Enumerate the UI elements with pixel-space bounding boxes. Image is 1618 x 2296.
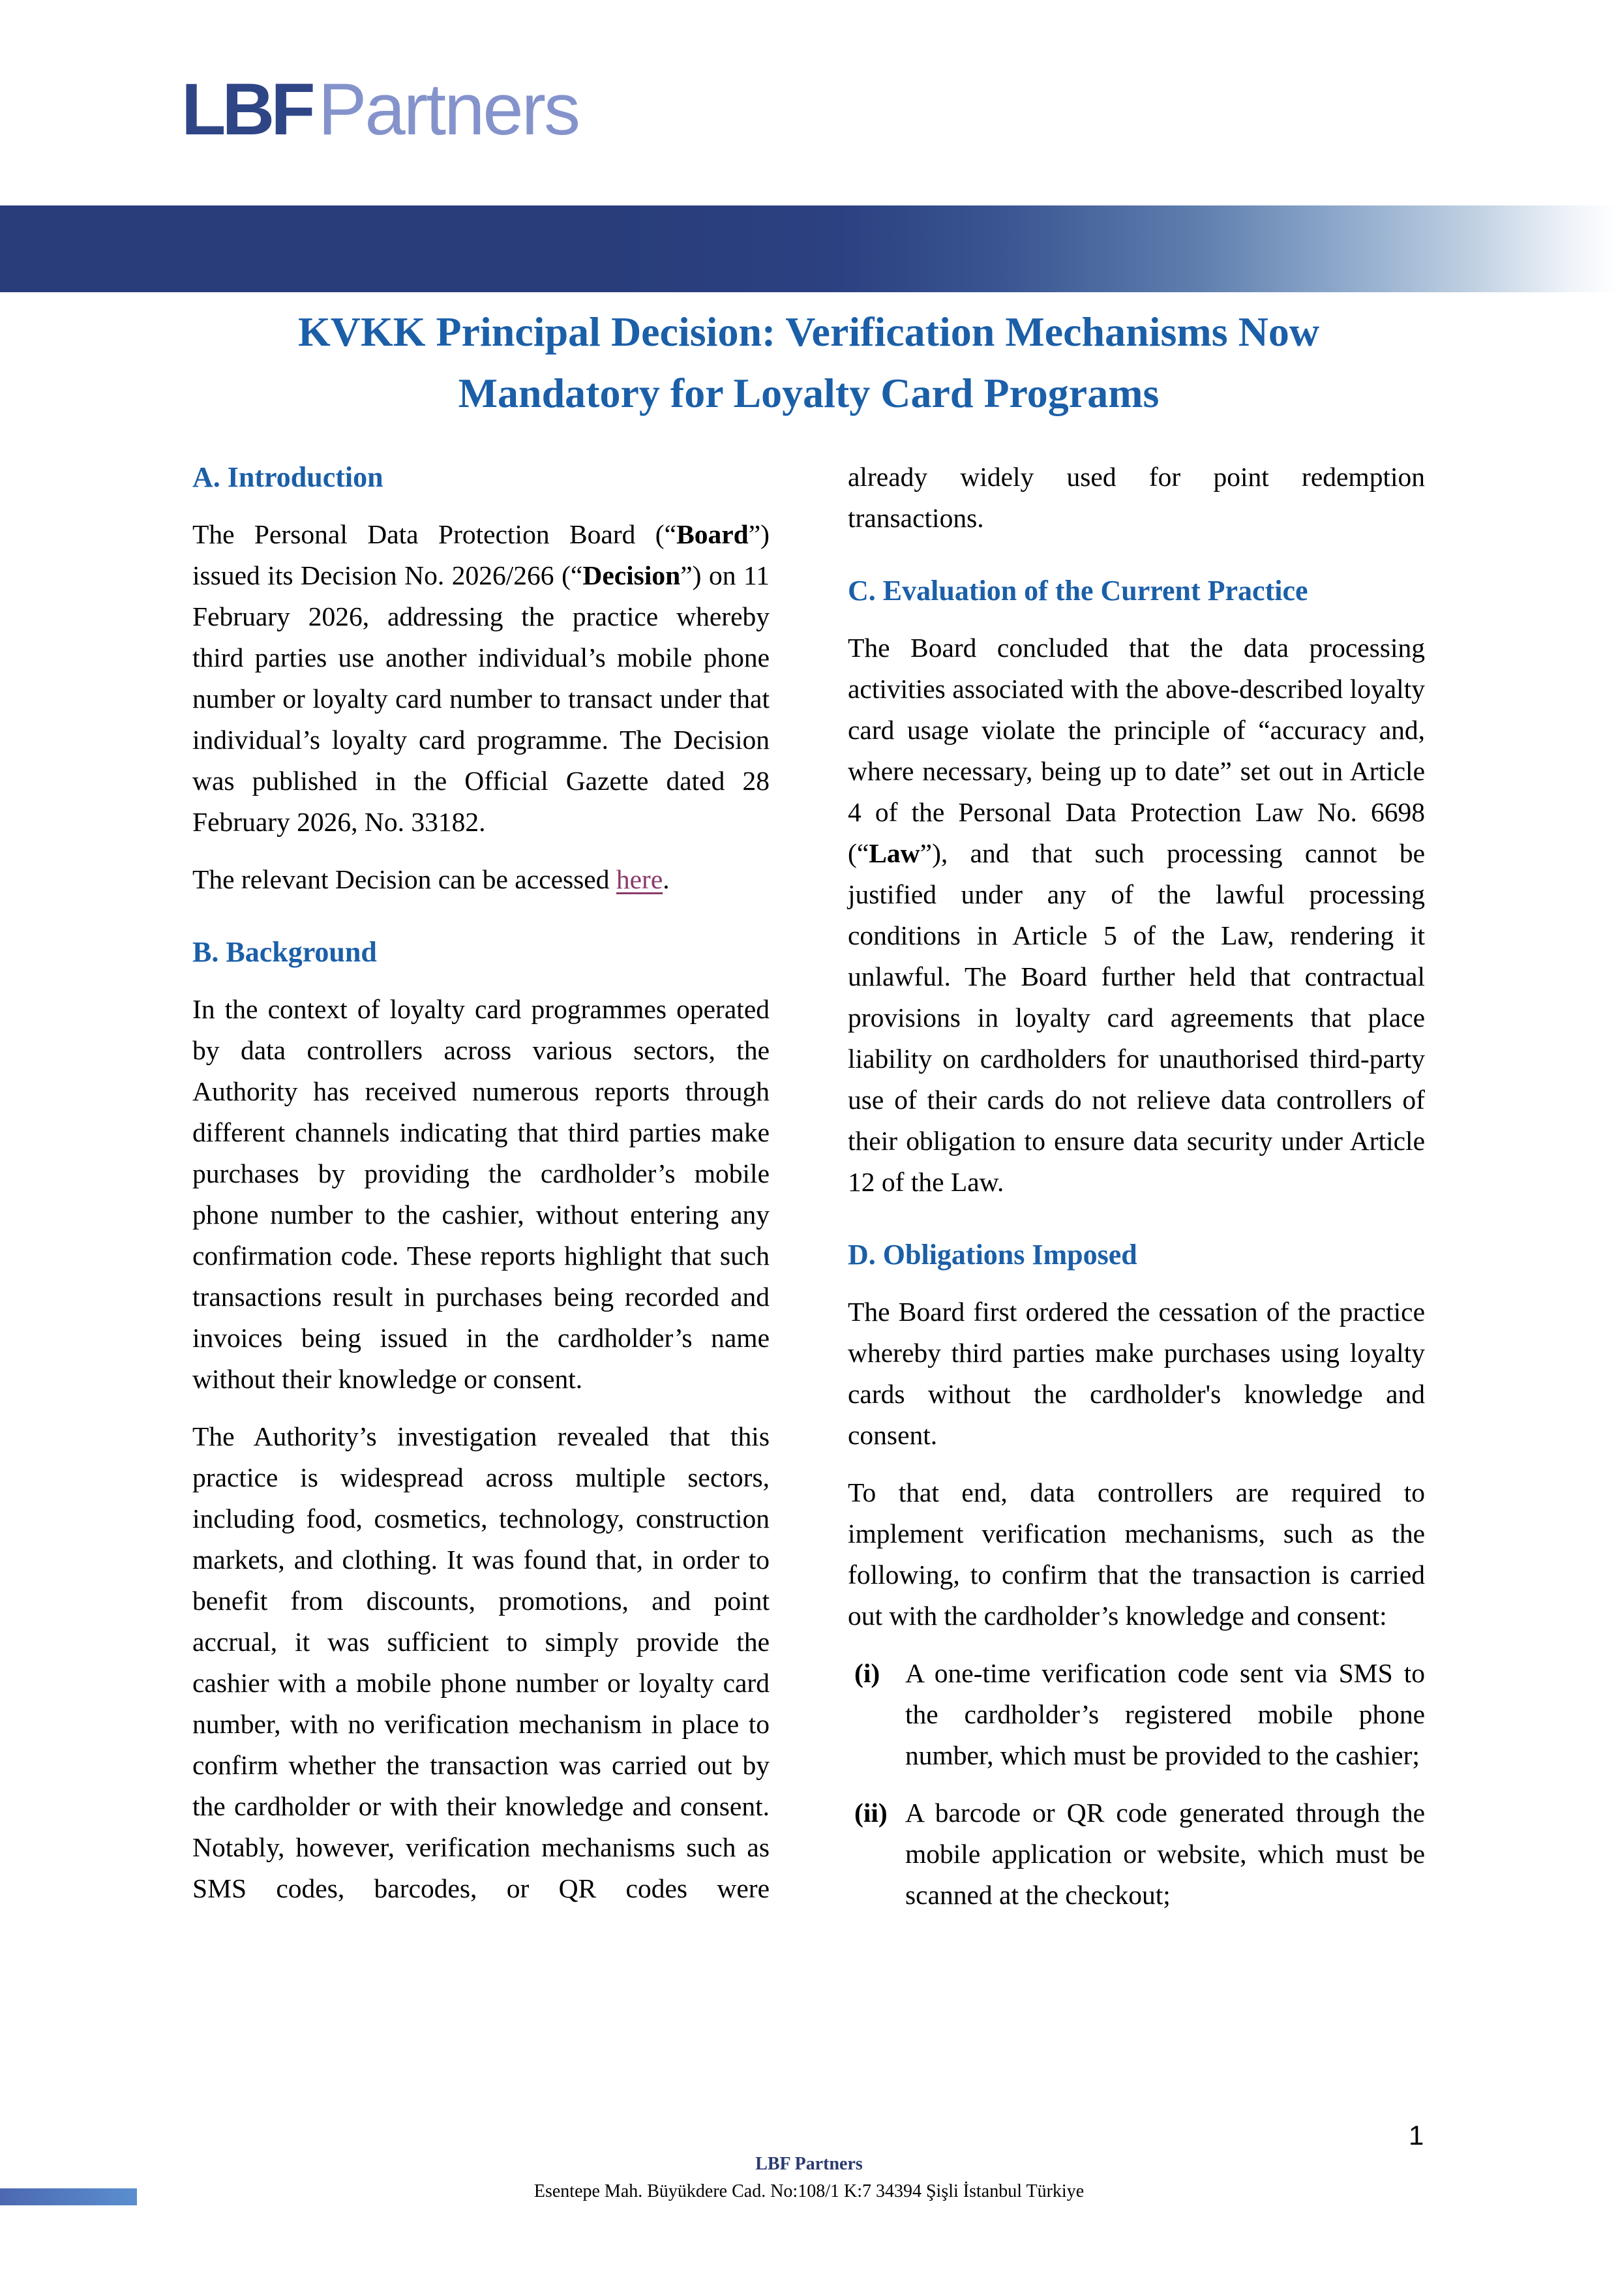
section-heading-introduction: A. Introduction <box>192 461 383 493</box>
right-column <box>848 457 1425 1932</box>
footer-firm-name: LBF Partners <box>755 2154 863 2174</box>
section-heading-background: B. Background <box>192 936 377 968</box>
defined-term-decision: Decision <box>582 560 681 590</box>
header-banner <box>0 205 1618 292</box>
defined-term-law: Law <box>869 838 920 868</box>
logo-partners: Partners <box>318 68 578 150</box>
text-run: The relevant Decision can be accessed <box>192 864 616 894</box>
list-item <box>848 1792 1425 1916</box>
left-column <box>192 457 770 1926</box>
background-paragraph-1: In the context of loyalty card programmes operated by data controllers across various sectors, the Authority has received numerous reports through different channels indicating that third parties make purchases by providing the cardholder’s mobile phone number to the cashier, without entering any confirmation code. These reports highlight that such transactions result in purchases being recorded and invoices being issued in the cardholder’s name without their knowledge or consent. <box>192 994 770 1394</box>
section-heading-evaluation: C. Evaluation of the Current Practice <box>848 575 1308 607</box>
access-paragraph <box>192 859 770 900</box>
text-run: ”), and that such processing cannot be justified under any of the lawful processing conditions in Article 5 of the Law, rendering it unlawful. The Board further held that contractual provisions in loyalty card agreements that place liability on cardholders for unauthorised third-party use of their cards do not relieve data controllers of their obligation to ensure data security under Article 12 of the Law. <box>848 838 1425 1197</box>
company-logo <box>181 70 578 149</box>
list-item-text: A one-time verification code sent via SMS to the cardholder’s registered mobile phone number, which must be provided to the cashier; <box>905 1658 1425 1770</box>
evaluation-paragraph <box>848 627 1425 1203</box>
title-line-2: Mandatory for Loyalty Card Programs <box>458 370 1160 416</box>
obligations-paragraph-1: The Board first ordered the cessation of the practice whereby third parties make purchases using loyalty cards without the cardholder's knowledge and consent. <box>848 1297 1425 1450</box>
list-marker: (ii) <box>854 1798 888 1828</box>
section-heading-obligations: D. Obligations Imposed <box>848 1239 1137 1271</box>
list-item <box>848 1653 1425 1776</box>
document-title <box>196 301 1422 424</box>
list-item-text: A barcode or QR code generated through the mobile application or website, which must be scanned at the checkout; <box>905 1798 1425 1910</box>
list-marker: (i) <box>854 1658 880 1688</box>
text-run: ”) on 11 February 2026, addressing the practice whereby third parties use another individual’s mobile phone number or loyalty card number to transact under that individual’s loyalty card programme. The Decision was published in the Official Gazette dated 28 February 2026, No. 33182. <box>192 560 770 837</box>
text-run: The Personal Data Protection Board (“ <box>192 519 677 549</box>
footer-address: Esentepe Mah. Büyükdere Cad. No:108/1 K:7 34394 Şişli İstanbul Türkiye <box>533 2181 1085 2201</box>
background-paragraph-2: The Authority’s investigation revealed that this practice is widespread across multiple sectors, including food, cosmetics, technology, construction markets, and clothing. It was found that, in order to benefit from discounts, promotions, and point accrual, it was sufficient to simply provide the cashier with a mobile phone number or loyalty card number, with no verification mechanism in place to confirm whether the transaction was carried out by the cardholder or with their knowledge and consent. Notably, however, verification mechanisms such as SMS codes, barcodes, or QR codes were <box>192 1421 770 1903</box>
page-number: 1 <box>1409 2120 1424 2151</box>
obligations-paragraph-2: To that end, data controllers are required to implement verification mechanisms, such as the following, to confirm that the transaction is carried out with the cardholder’s knowledge and consent: <box>848 1477 1425 1631</box>
text-run: ”) issued its Decision No. 2026/266 (“ <box>192 519 770 590</box>
background-paragraph-2-continued: already widely used for point redemption transactions. <box>848 462 1425 533</box>
defined-term-board: Board <box>676 519 749 549</box>
decision-link[interactable]: here <box>616 864 663 894</box>
text-run: . <box>663 864 670 894</box>
text-run: The Board concluded that the data processing activities associated with the above-described loyalty card usage violate the principle of “accuracy and, where necessary, being up to date” set out in Article 4 of the Personal Data Protection Law No. 6698 (“ <box>848 633 1425 868</box>
title-line-1: KVKK Principal Decision: Verification Mechanisms Now <box>297 309 1320 355</box>
logo-lbf: LBF <box>181 68 312 150</box>
introduction-paragraph <box>192 514 770 843</box>
footer-accent-bar <box>0 2188 137 2205</box>
